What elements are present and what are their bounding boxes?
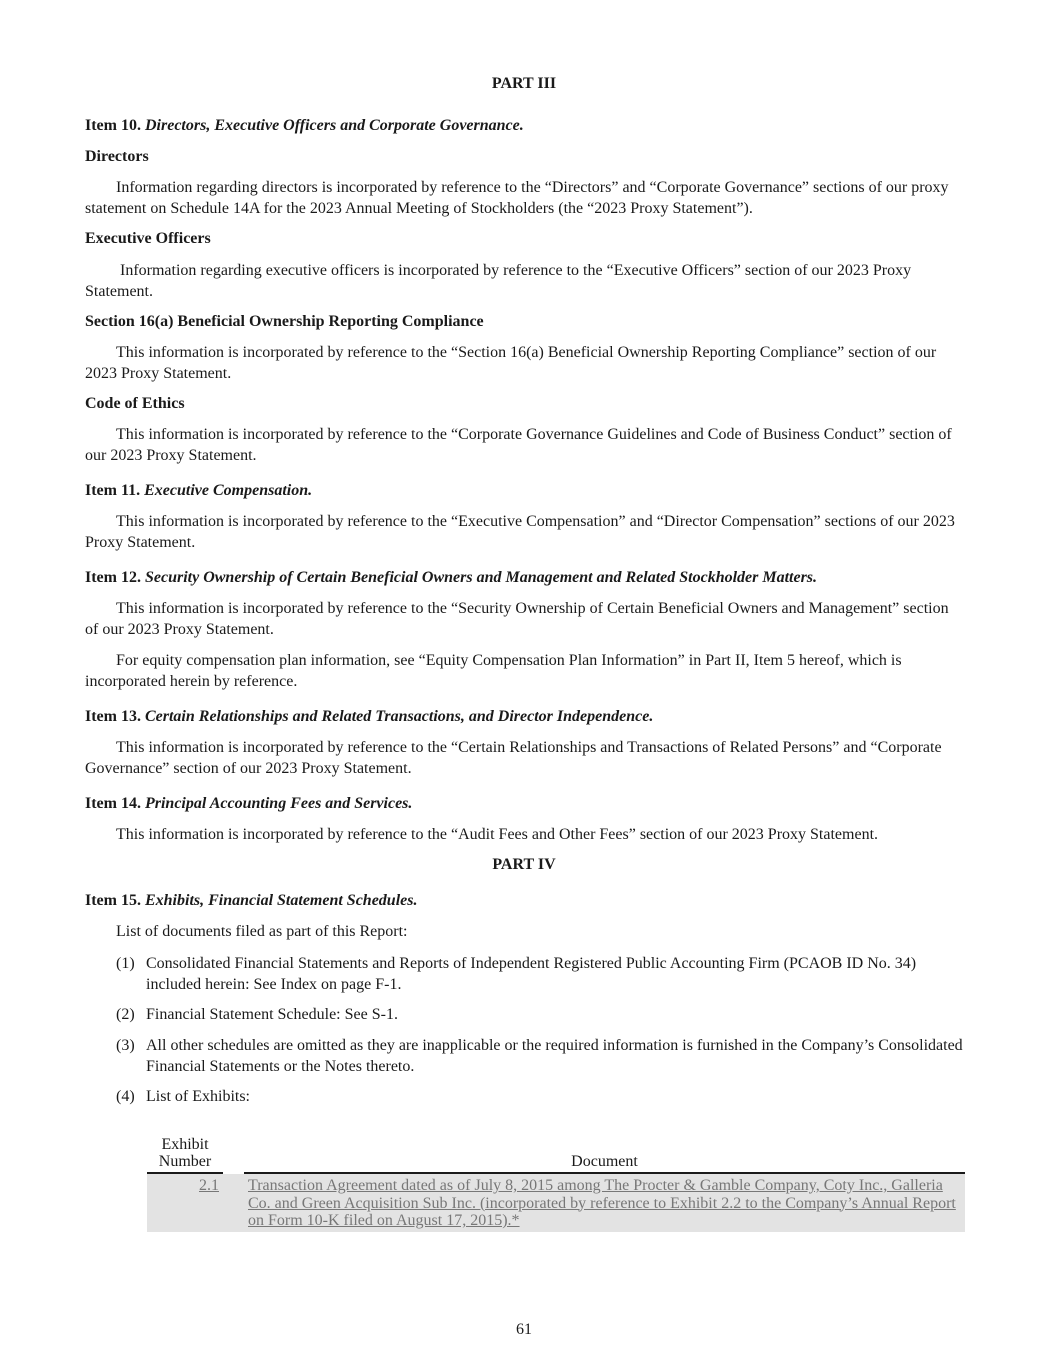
directors-paragraph: Information regarding directors is incorporated by reference to the “Directors” and “Corporate Governance” sections of our proxy statement on Schedule 14A for the 2023 Annual Meeting of Stockholders (the “2023 Proxy Statement”).	[85, 179, 949, 217]
item-12-paragraph-1: This information is incorporated by reference to the “Security Ownership of Certain Beneficial Owners and Management” section of our 2023 Proxy Statement.	[85, 600, 949, 638]
code-of-ethics-paragraph: This information is incorporated by reference to the “Corporate Governance Guidelines and Code of Business Conduct” section of our 2023 Proxy Statement.	[85, 426, 952, 464]
list-item-text: Financial Statement Schedule: See S-1.	[146, 1006, 398, 1023]
executive-officers-heading: Executive Officers	[85, 230, 211, 247]
item-13-label: Item 13.	[85, 708, 141, 725]
list-item-text: Consolidated Financial Statements and Reports of Independent Registered Public Accounting Firm (PCAOB ID No. 34) included herein: See Index on page F-1.	[146, 955, 917, 993]
exhibit-number-column-header: Exhibit Number	[158, 1136, 212, 1170]
list-item	[116, 1087, 966, 1108]
document-column-header: Document	[571, 1153, 638, 1170]
list-item-number: (3)	[116, 1037, 135, 1054]
item-12-heading	[85, 568, 965, 589]
item-14-heading	[85, 794, 965, 815]
list-item	[116, 1036, 966, 1077]
item-13-heading	[85, 707, 965, 728]
item-11-heading	[85, 481, 965, 502]
item-13-paragraph: This information is incorporated by reference to the “Certain Relationships and Transactions of Related Persons” and “Corporate Governance” section of our 2023 Proxy Statement.	[85, 739, 942, 777]
item-15-intro: List of documents filed as part of this Report:	[116, 923, 408, 940]
exhibit-document-link[interactable]: Transaction Agreement dated as of July 8, 2015 among The Procter & Gamble Company, Coty Inc., Galleria Co. and Green Acquisition Sub Inc. (incorporated by reference to Exhibit 2.2 to the Company’s Annual Report on Form 10-K filed on August 17, 2015).*	[248, 1177, 956, 1229]
list-item	[116, 954, 966, 995]
list-item-number: (2)	[116, 1006, 135, 1023]
exhibit-number-link[interactable]: 2.1	[199, 1177, 219, 1194]
section-16a-heading: Section 16(a) Beneficial Ownership Reporting Compliance	[85, 313, 484, 330]
list-item-number: (1)	[116, 955, 135, 972]
list-item	[116, 1005, 966, 1026]
list-item-number: (4)	[116, 1088, 135, 1105]
item-10-title: Directors, Executive Officers and Corporate Governance.	[144, 117, 524, 134]
part-iii-heading: PART III	[491, 75, 557, 92]
page-number: 61	[516, 1321, 532, 1338]
list-item-text: List of Exhibits:	[146, 1088, 250, 1105]
item-12-title: Security Ownership of Certain Beneficial Owners and Management and Related Stockholder Matters.	[144, 569, 818, 586]
list-item-text: All other schedules are omitted as they are inapplicable or the required information is furnished in the Company’s Consolidated Financial Statements or the Notes thereto.	[146, 1037, 963, 1075]
executive-officers-paragraph: Information regarding executive officers is incorporated by reference to the “Executive Officers” section of our 2023 Proxy Statement.	[85, 262, 916, 300]
item-11-label: Item 11.	[85, 482, 141, 499]
item-14-paragraph: This information is incorporated by reference to the “Audit Fees and Other Fees” section of our 2023 Proxy Statement.	[116, 826, 879, 843]
item-15-label: Item 15.	[85, 892, 141, 909]
item-10-label: Item 10.	[85, 117, 141, 134]
item-12-label: Item 12.	[85, 569, 141, 586]
section-16a-paragraph: This information is incorporated by reference to the “Section 16(a) Beneficial Ownership Reporting Compliance” section of our 2023 Proxy Statement.	[85, 344, 937, 382]
item-11-title: Executive Compensation.	[144, 482, 313, 499]
item-14-title: Principal Accounting Fees and Services.	[144, 795, 413, 812]
table-row	[147, 1174, 965, 1232]
item-11-paragraph: This information is incorporated by reference to the “Executive Compensation” and “Director Compensation” sections of our 2023 Proxy Statement.	[85, 513, 955, 551]
item-13-title: Certain Relationships and Related Transactions, and Director Independence.	[144, 708, 654, 725]
code-of-ethics-heading: Code of Ethics	[85, 395, 185, 412]
item-15-title: Exhibits, Financial Statement Schedules.	[144, 892, 418, 909]
directors-heading: Directors	[85, 148, 149, 165]
item-15-heading	[85, 891, 965, 912]
item-12-paragraph-2: For equity compensation plan information, see “Equity Compensation Plan Information” in Part II, Item 5 hereof, which is incorporated herein by reference.	[85, 652, 902, 690]
item-10-heading	[85, 116, 965, 137]
part-iv-heading: PART IV	[492, 856, 556, 873]
item-14-label: Item 14.	[85, 795, 141, 812]
